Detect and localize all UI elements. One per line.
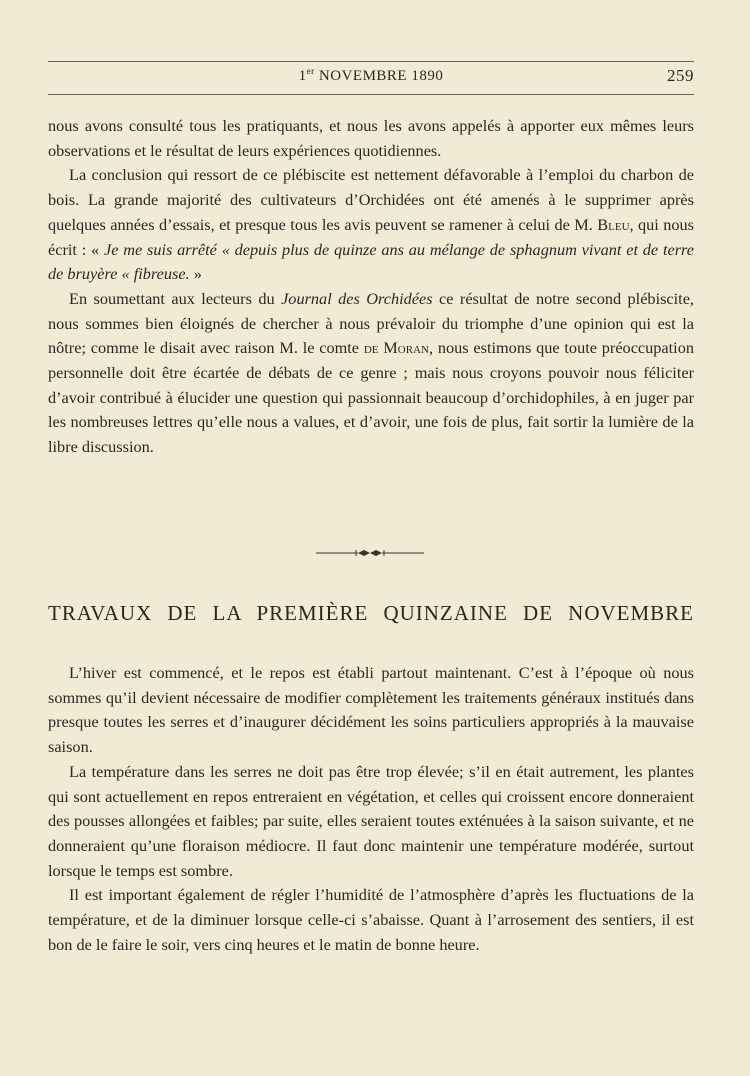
header-rule-top <box>48 61 694 62</box>
person-name-bleu: Bleu <box>597 214 630 234</box>
section-paragraph-3: Il est important également de régler l’humidité de l’atmosphère d’après les fluctuations de la température, et de la diminuer lorsque celle-ci s’abaisse. Quant à l’arrosement des sentiers, il est bon de le faire le soir, vers cinq heures et le matin de bonne heure. <box>48 885 694 954</box>
running-title-date: NOVEMBRE 1890 <box>314 68 444 84</box>
quote-line-1: Je me suis arrêté <box>103 239 217 259</box>
running-title <box>48 66 694 85</box>
paragraph-3 <box>48 287 694 460</box>
running-head <box>48 66 694 88</box>
quote-line-2: « depuis plus de quinze ans au mélange de sphagnum vivant et de terre de bruyère <box>48 239 694 284</box>
section-title: TRAVAUX DE LA PREMIÈRE QUINZAINE DE NOVEMBRE <box>48 601 694 625</box>
paragraph-2-text-b: , qui nous écrit : « <box>48 214 695 259</box>
paragraph-2-text-a: La conclusion qui ressort de ce plébiscite est nettement défavorable à l’emploi du charbon de bois. La grande majorité des cultivateurs d’Orchidées ont été amenés à le supprimer après quelques années d’essais, et presque tous les avis peuvent se ramener à celui de M. <box>48 165 694 234</box>
section-body <box>48 661 694 957</box>
paragraph-3-text-b: ce résultat de notre second plébiscite, nous sommes bien éloignés de chercher à nous prévaloir du triomphe d’une opinion qui est la nôtre; comme le disait avec raison M. le comte <box>48 288 695 358</box>
paragraph-2 <box>48 163 694 287</box>
divider-ornament-icon <box>316 546 424 560</box>
person-name-de-moran: de Moran <box>363 338 429 358</box>
section-paragraph-2: La température dans les serres ne doit pas être trop élevée; s’il en était autrement, les plantes qui sont actuellement en repos entreraient en végétation, et celles qui croissent encore donneraient des pousses allongées et faibles; par suite, elles seraient toutes exténuées à la saison suivante, et ne donneraient qu’une floraison médiocre. Il faut donc maintenir une température modérée, surtout lorsque le temps est sombre. <box>48 761 694 880</box>
header-rule-bottom <box>48 94 694 95</box>
page-number: 259 <box>667 66 694 85</box>
running-title-ordinal-suffix: er <box>306 66 315 76</box>
paragraph-3-text-c: , nous estimons que toute préoccupation personnelle doit être écartée de débats de ce genre ; mais nous croyons pouvoir nous féliciter d’avoir contribué à élucider une question qui passionnait beaucoup d’orchidophiles, à en juger par les nombreuses lettres qu’elle nous a values, et d’avoir, une fois de plus, fait sortir la lumière de la libre discussion. <box>48 338 694 457</box>
quote-line-3: « fibreuse. <box>121 264 190 284</box>
section-paragraph-1: L’hiver est commencé, et le repos est établi partout maintenant. C’est à l’époque où nous sommes qu’il devient nécessaire de modifier complètement les traitements généraux institués dans presque toutes les serres et d’inaugurer décidément les soins particuliers appropriés à la mauvaise saison. <box>48 663 694 757</box>
quote-close: » <box>189 264 202 284</box>
running-title-ordinal: 1 <box>298 68 307 84</box>
article-continuation <box>48 114 694 460</box>
journal-title: Journal des Orchidées <box>281 288 433 308</box>
paragraph-1: nous avons consulté tous les pratiquants, et nous les avons appelés à apporter eux mêmes leurs observations et le résultat de leurs expériences quotidiennes. <box>48 116 694 160</box>
paragraph-3-text-a: En soumettant aux lecteurs du <box>69 288 282 308</box>
